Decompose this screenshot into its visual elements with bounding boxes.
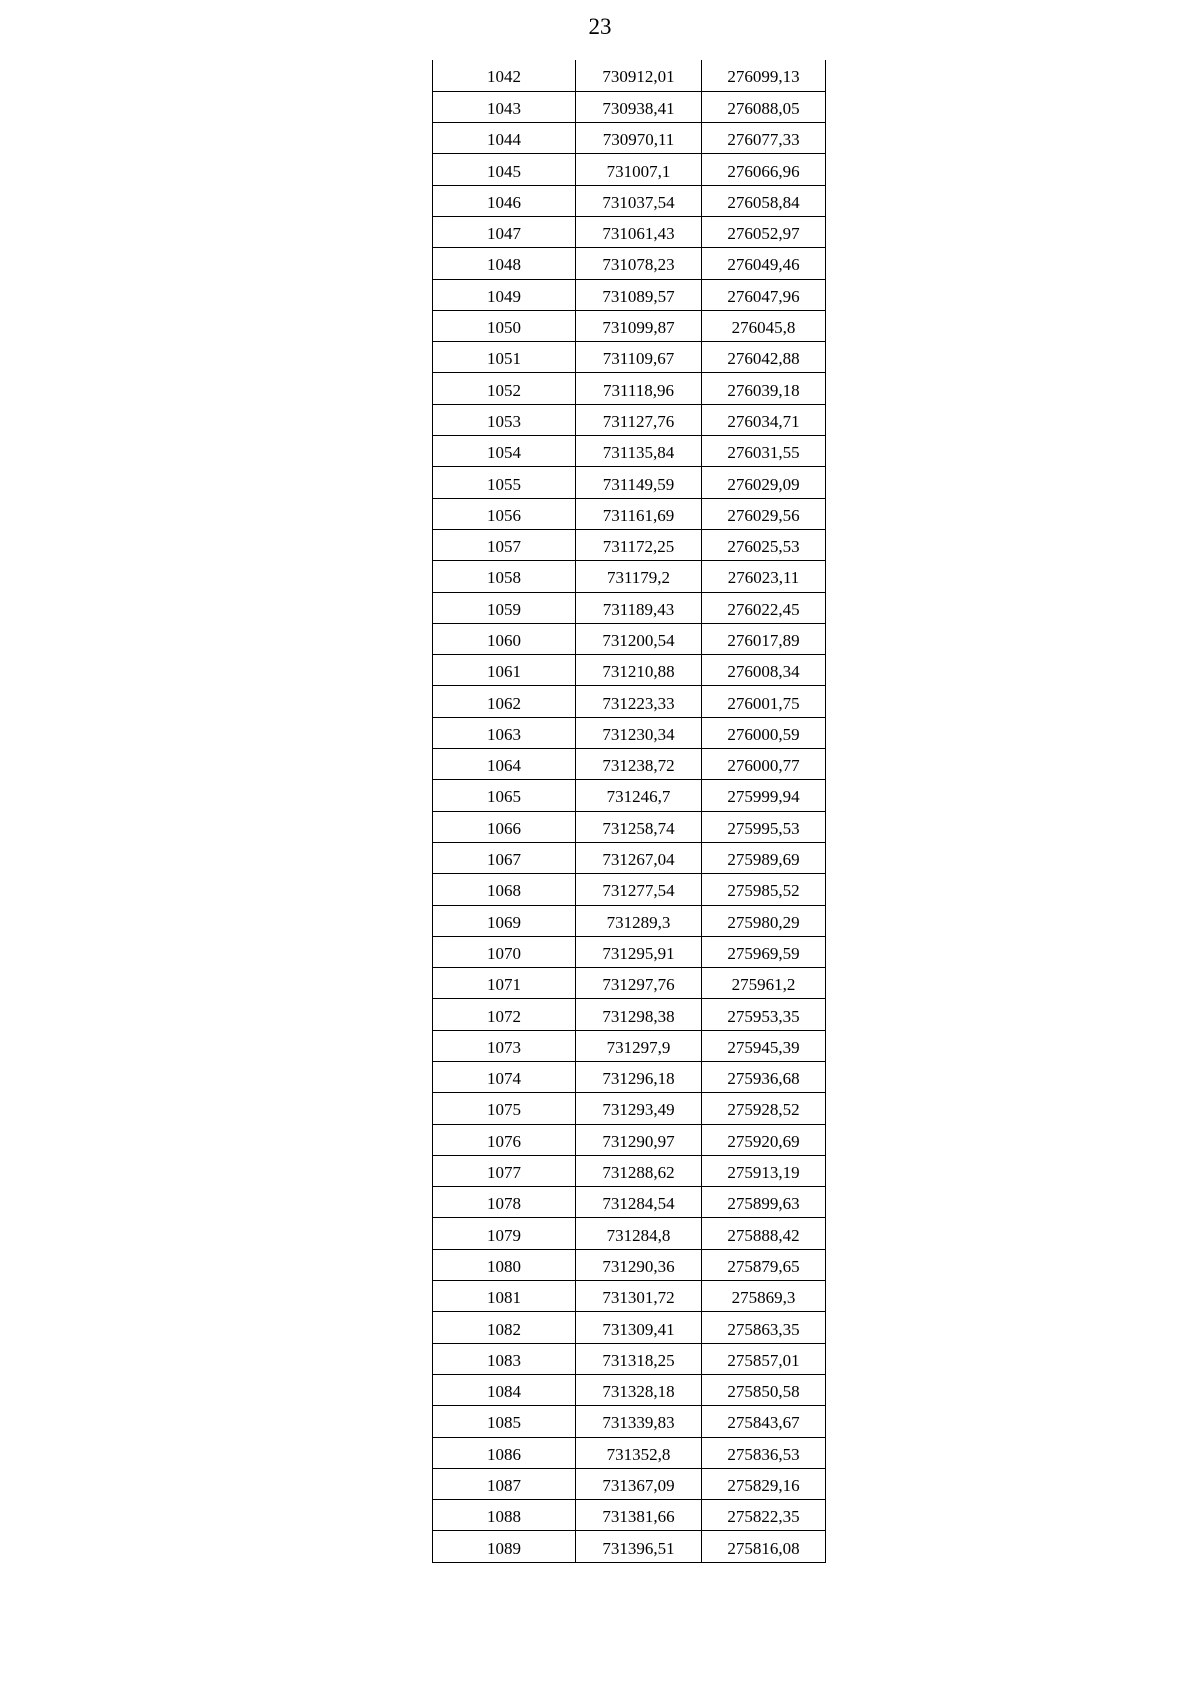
table-row <box>433 842 826 873</box>
point-number-cell: 1058 <box>433 561 576 592</box>
table-row <box>433 1187 826 1218</box>
table-row <box>433 780 826 811</box>
x-coordinate-cell: 731200,54 <box>576 623 702 654</box>
y-coordinate-cell: 275999,94 <box>702 780 826 811</box>
table-row <box>433 123 826 154</box>
table-row <box>433 623 826 654</box>
table-row <box>433 1374 826 1405</box>
y-coordinate-cell: 276023,11 <box>702 561 826 592</box>
x-coordinate-cell: 731037,54 <box>576 185 702 216</box>
y-coordinate-cell: 275953,35 <box>702 999 826 1030</box>
point-number-cell: 1088 <box>433 1500 576 1531</box>
y-coordinate-cell: 275857,01 <box>702 1343 826 1374</box>
table-row <box>433 498 826 529</box>
point-number-cell: 1071 <box>433 968 576 999</box>
table-row <box>433 1124 826 1155</box>
table-row <box>433 1531 826 1562</box>
x-coordinate-cell: 731367,09 <box>576 1468 702 1499</box>
x-coordinate-cell: 731246,7 <box>576 780 702 811</box>
table-row <box>433 1218 826 1249</box>
table-row <box>433 1500 826 1531</box>
point-number-cell: 1045 <box>433 154 576 185</box>
coordinates-table-body <box>433 60 826 1562</box>
point-number-cell: 1057 <box>433 529 576 560</box>
point-number-cell: 1048 <box>433 248 576 279</box>
point-number-cell: 1079 <box>433 1218 576 1249</box>
point-number-cell: 1067 <box>433 842 576 873</box>
point-number-cell: 1086 <box>433 1437 576 1468</box>
x-coordinate-cell: 731189,43 <box>576 592 702 623</box>
x-coordinate-cell: 731328,18 <box>576 1374 702 1405</box>
x-coordinate-cell: 730912,01 <box>576 60 702 91</box>
table-row <box>433 999 826 1030</box>
table-row <box>433 968 826 999</box>
table-row <box>433 905 826 936</box>
table-row <box>433 1437 826 1468</box>
y-coordinate-cell: 275945,39 <box>702 1030 826 1061</box>
point-number-cell: 1055 <box>433 467 576 498</box>
x-coordinate-cell: 731293,49 <box>576 1093 702 1124</box>
x-coordinate-cell: 731109,67 <box>576 342 702 373</box>
x-coordinate-cell: 731297,76 <box>576 968 702 999</box>
y-coordinate-cell: 276047,96 <box>702 279 826 310</box>
point-number-cell: 1062 <box>433 686 576 717</box>
y-coordinate-cell: 275836,53 <box>702 1437 826 1468</box>
point-number-cell: 1056 <box>433 498 576 529</box>
y-coordinate-cell: 276000,77 <box>702 749 826 780</box>
y-coordinate-cell: 276099,13 <box>702 60 826 91</box>
x-coordinate-cell: 731284,8 <box>576 1218 702 1249</box>
y-coordinate-cell: 276066,96 <box>702 154 826 185</box>
x-coordinate-cell: 730970,11 <box>576 123 702 154</box>
y-coordinate-cell: 276008,34 <box>702 655 826 686</box>
table-row <box>433 1249 826 1280</box>
table-row <box>433 60 826 91</box>
x-coordinate-cell: 731149,59 <box>576 467 702 498</box>
x-coordinate-cell: 731289,3 <box>576 905 702 936</box>
point-number-cell: 1043 <box>433 91 576 122</box>
point-number-cell: 1047 <box>433 216 576 247</box>
y-coordinate-cell: 275913,19 <box>702 1155 826 1186</box>
point-number-cell: 1042 <box>433 60 576 91</box>
point-number-cell: 1060 <box>433 623 576 654</box>
x-coordinate-cell: 731179,2 <box>576 561 702 592</box>
y-coordinate-cell: 276017,89 <box>702 623 826 654</box>
table-row <box>433 811 826 842</box>
x-coordinate-cell: 731089,57 <box>576 279 702 310</box>
x-coordinate-cell: 731135,84 <box>576 436 702 467</box>
x-coordinate-cell: 731288,62 <box>576 1155 702 1186</box>
y-coordinate-cell: 275989,69 <box>702 842 826 873</box>
point-number-cell: 1061 <box>433 655 576 686</box>
table-row <box>433 592 826 623</box>
point-number-cell: 1082 <box>433 1312 576 1343</box>
y-coordinate-cell: 276042,88 <box>702 342 826 373</box>
table-row <box>433 185 826 216</box>
point-number-cell: 1066 <box>433 811 576 842</box>
point-number-cell: 1089 <box>433 1531 576 1562</box>
point-number-cell: 1081 <box>433 1281 576 1312</box>
y-coordinate-cell: 276025,53 <box>702 529 826 560</box>
point-number-cell: 1075 <box>433 1093 576 1124</box>
x-coordinate-cell: 731223,33 <box>576 686 702 717</box>
table-row <box>433 404 826 435</box>
y-coordinate-cell: 275888,42 <box>702 1218 826 1249</box>
table-row <box>433 91 826 122</box>
y-coordinate-cell: 276029,56 <box>702 498 826 529</box>
y-coordinate-cell: 275829,16 <box>702 1468 826 1499</box>
x-coordinate-cell: 731230,34 <box>576 717 702 748</box>
y-coordinate-cell: 276001,75 <box>702 686 826 717</box>
x-coordinate-cell: 731284,54 <box>576 1187 702 1218</box>
table-row <box>433 436 826 467</box>
x-coordinate-cell: 731172,25 <box>576 529 702 560</box>
table-row <box>433 655 826 686</box>
y-coordinate-cell: 276077,33 <box>702 123 826 154</box>
point-number-cell: 1083 <box>433 1343 576 1374</box>
point-number-cell: 1044 <box>433 123 576 154</box>
x-coordinate-cell: 731007,1 <box>576 154 702 185</box>
table-row <box>433 342 826 373</box>
point-number-cell: 1076 <box>433 1124 576 1155</box>
point-number-cell: 1051 <box>433 342 576 373</box>
y-coordinate-cell: 276039,18 <box>702 373 826 404</box>
x-coordinate-cell: 731295,91 <box>576 936 702 967</box>
x-coordinate-cell: 731298,38 <box>576 999 702 1030</box>
table-row <box>433 1281 826 1312</box>
x-coordinate-cell: 731210,88 <box>576 655 702 686</box>
table-row <box>433 1062 826 1093</box>
x-coordinate-cell: 731352,8 <box>576 1437 702 1468</box>
table-row <box>433 936 826 967</box>
y-coordinate-cell: 275985,52 <box>702 874 826 905</box>
x-coordinate-cell: 731381,66 <box>576 1500 702 1531</box>
table-row <box>433 749 826 780</box>
point-number-cell: 1065 <box>433 780 576 811</box>
x-coordinate-cell: 731309,41 <box>576 1312 702 1343</box>
point-number-cell: 1070 <box>433 936 576 967</box>
x-coordinate-cell: 731099,87 <box>576 310 702 341</box>
y-coordinate-cell: 275995,53 <box>702 811 826 842</box>
x-coordinate-cell: 731061,43 <box>576 216 702 247</box>
y-coordinate-cell: 275850,58 <box>702 1374 826 1405</box>
x-coordinate-cell: 730938,41 <box>576 91 702 122</box>
x-coordinate-cell: 731396,51 <box>576 1531 702 1562</box>
y-coordinate-cell: 275899,63 <box>702 1187 826 1218</box>
y-coordinate-cell: 276031,55 <box>702 436 826 467</box>
x-coordinate-cell: 731258,74 <box>576 811 702 842</box>
y-coordinate-cell: 275869,3 <box>702 1281 826 1312</box>
table-row <box>433 529 826 560</box>
table-row <box>433 686 826 717</box>
y-coordinate-cell: 275980,29 <box>702 905 826 936</box>
y-coordinate-cell: 275928,52 <box>702 1093 826 1124</box>
y-coordinate-cell: 275879,65 <box>702 1249 826 1280</box>
y-coordinate-cell: 276034,71 <box>702 404 826 435</box>
y-coordinate-cell: 276000,59 <box>702 717 826 748</box>
coordinates-table <box>432 60 826 1563</box>
table-row <box>433 310 826 341</box>
point-number-cell: 1049 <box>433 279 576 310</box>
x-coordinate-cell: 731267,04 <box>576 842 702 873</box>
y-coordinate-cell: 275920,69 <box>702 1124 826 1155</box>
point-number-cell: 1059 <box>433 592 576 623</box>
point-number-cell: 1063 <box>433 717 576 748</box>
point-number-cell: 1069 <box>433 905 576 936</box>
y-coordinate-cell: 276049,46 <box>702 248 826 279</box>
x-coordinate-cell: 731277,54 <box>576 874 702 905</box>
y-coordinate-cell: 275936,68 <box>702 1062 826 1093</box>
y-coordinate-cell: 275843,67 <box>702 1406 826 1437</box>
table-row <box>433 1030 826 1061</box>
table-row <box>433 467 826 498</box>
table-row <box>433 717 826 748</box>
x-coordinate-cell: 731297,9 <box>576 1030 702 1061</box>
point-number-cell: 1073 <box>433 1030 576 1061</box>
x-coordinate-cell: 731339,83 <box>576 1406 702 1437</box>
point-number-cell: 1072 <box>433 999 576 1030</box>
x-coordinate-cell: 731161,69 <box>576 498 702 529</box>
y-coordinate-cell: 276088,05 <box>702 91 826 122</box>
table-row <box>433 1312 826 1343</box>
table-row <box>433 279 826 310</box>
point-number-cell: 1087 <box>433 1468 576 1499</box>
table-row <box>433 373 826 404</box>
y-coordinate-cell: 275863,35 <box>702 1312 826 1343</box>
x-coordinate-cell: 731078,23 <box>576 248 702 279</box>
y-coordinate-cell: 276052,97 <box>702 216 826 247</box>
point-number-cell: 1046 <box>433 185 576 216</box>
point-number-cell: 1074 <box>433 1062 576 1093</box>
x-coordinate-cell: 731118,96 <box>576 373 702 404</box>
y-coordinate-cell: 276029,09 <box>702 467 826 498</box>
y-coordinate-cell: 276045,8 <box>702 310 826 341</box>
x-coordinate-cell: 731290,97 <box>576 1124 702 1155</box>
x-coordinate-cell: 731296,18 <box>576 1062 702 1093</box>
y-coordinate-cell: 276058,84 <box>702 185 826 216</box>
x-coordinate-cell: 731318,25 <box>576 1343 702 1374</box>
y-coordinate-cell: 275969,59 <box>702 936 826 967</box>
x-coordinate-cell: 731301,72 <box>576 1281 702 1312</box>
table-row <box>433 1343 826 1374</box>
y-coordinate-cell: 275816,08 <box>702 1531 826 1562</box>
point-number-cell: 1084 <box>433 1374 576 1405</box>
y-coordinate-cell: 276022,45 <box>702 592 826 623</box>
table-row <box>433 216 826 247</box>
point-number-cell: 1080 <box>433 1249 576 1280</box>
point-number-cell: 1078 <box>433 1187 576 1218</box>
page-number: 23 <box>588 14 612 39</box>
point-number-cell: 1077 <box>433 1155 576 1186</box>
y-coordinate-cell: 275961,2 <box>702 968 826 999</box>
table-row <box>433 1093 826 1124</box>
point-number-cell: 1054 <box>433 436 576 467</box>
y-coordinate-cell: 275822,35 <box>702 1500 826 1531</box>
table-row <box>433 561 826 592</box>
table-row <box>433 1468 826 1499</box>
table-row <box>433 248 826 279</box>
table-row <box>433 1155 826 1186</box>
x-coordinate-cell: 731127,76 <box>576 404 702 435</box>
point-number-cell: 1050 <box>433 310 576 341</box>
x-coordinate-cell: 731238,72 <box>576 749 702 780</box>
table-row <box>433 874 826 905</box>
table-row <box>433 1406 826 1437</box>
point-number-cell: 1053 <box>433 404 576 435</box>
point-number-cell: 1085 <box>433 1406 576 1437</box>
x-coordinate-cell: 731290,36 <box>576 1249 702 1280</box>
point-number-cell: 1068 <box>433 874 576 905</box>
point-number-cell: 1052 <box>433 373 576 404</box>
table-row <box>433 154 826 185</box>
point-number-cell: 1064 <box>433 749 576 780</box>
